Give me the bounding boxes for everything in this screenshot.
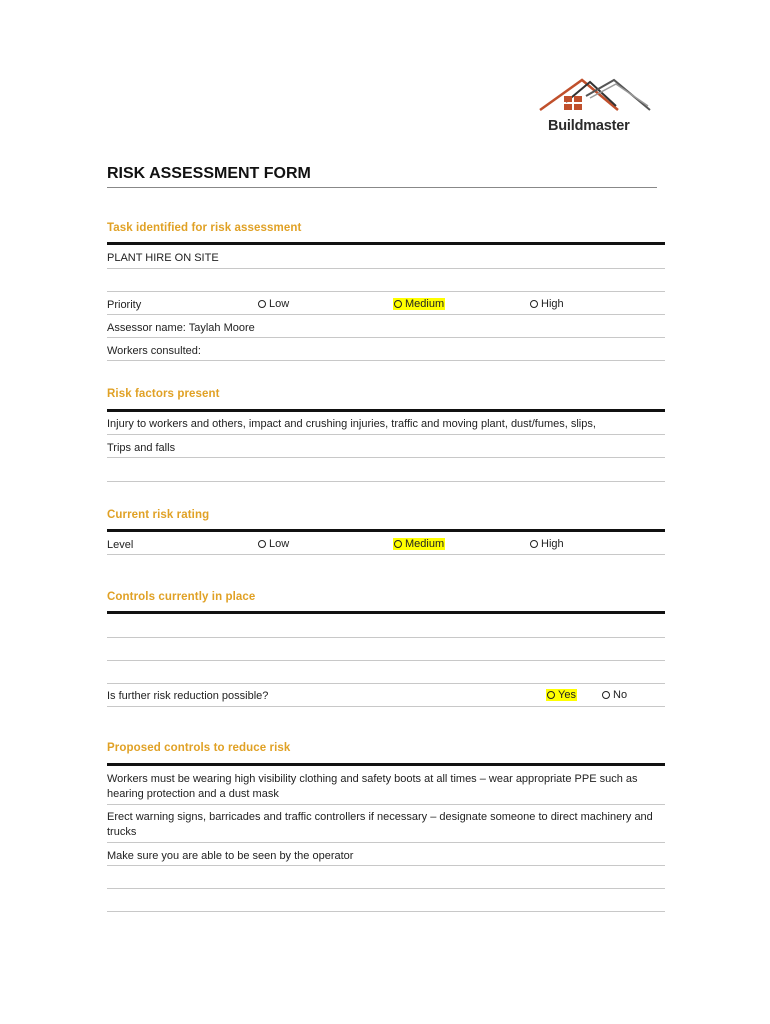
section-rule [107, 529, 665, 532]
section-heading-controls: Controls currently in place [107, 591, 256, 603]
row-divider [107, 683, 665, 684]
priority-option-high[interactable]: High [530, 298, 564, 310]
row-divider [107, 434, 665, 435]
logo-brand-text: Buildmaster [548, 118, 630, 134]
row-divider [107, 911, 665, 912]
row-divider [107, 457, 665, 458]
risk-reduction-question: Is further risk reduction possible? [107, 690, 269, 702]
section-rule [107, 763, 665, 766]
house-roof-icon [538, 76, 654, 120]
row-divider [107, 865, 665, 866]
row-divider [107, 291, 665, 292]
section-rule [107, 409, 665, 412]
rating-option-medium[interactable]: Medium [393, 538, 445, 550]
section-heading-proposed-controls: Proposed controls to reduce risk [107, 742, 291, 754]
row-divider [107, 706, 665, 707]
row-divider [107, 314, 665, 315]
row-divider [107, 268, 665, 269]
row-divider [107, 660, 665, 661]
radio-circle-icon [530, 540, 538, 548]
risk-factor-line[interactable]: Trips and falls [107, 442, 176, 454]
section-heading-risk-factors: Risk factors present [107, 388, 220, 400]
page-title: RISK ASSESSMENT FORM [107, 165, 311, 182]
priority-option-medium[interactable]: Medium [393, 298, 445, 310]
proposed-control-item[interactable]: Erect warning signs, barricades and traffic controllers if necessary – designate someone to direct machinery and trucks [107, 811, 653, 838]
priority-option-low[interactable]: Low [258, 298, 289, 310]
assessor-name-field[interactable]: Assessor name: Taylah Moore [107, 322, 255, 334]
proposed-control-item[interactable]: Workers must be wearing high visibility clothing and safety boots at all times – wear appropriate PPE such as hearing protection and a dust mask [107, 773, 638, 800]
radio-circle-icon [547, 691, 555, 699]
company-logo [538, 76, 654, 138]
row-divider [107, 888, 665, 889]
rating-option-low[interactable]: Low [258, 538, 289, 550]
radio-circle-icon [258, 300, 266, 308]
row-divider [107, 842, 665, 843]
radio-circle-icon [394, 540, 402, 548]
level-label: Level [107, 539, 134, 551]
reduction-option-no[interactable]: No [602, 689, 627, 701]
row-divider [107, 337, 665, 338]
section-heading-task: Task identified for risk assessment [107, 222, 302, 234]
row-divider [107, 637, 665, 638]
priority-label: Priority [107, 299, 142, 311]
risk-factor-line[interactable]: Injury to workers and others, impact and crushing injuries, traffic and moving plant, dust/fumes, slips, [107, 418, 596, 430]
task-value-field[interactable]: PLANT HIRE ON SITE [107, 252, 219, 264]
radio-circle-icon [394, 300, 402, 308]
row-divider [107, 481, 665, 482]
row-divider [107, 554, 665, 555]
proposed-control-item[interactable]: Make sure you are able to be seen by the operator [107, 850, 354, 862]
section-rule [107, 242, 665, 245]
reduction-option-yes[interactable]: Yes [546, 689, 577, 701]
row-divider [107, 804, 665, 805]
row-divider [107, 360, 665, 361]
workers-consulted-field[interactable]: Workers consulted: [107, 345, 201, 357]
section-rule [107, 611, 665, 614]
radio-circle-icon [602, 691, 610, 699]
title-divider [107, 187, 657, 188]
radio-circle-icon [258, 540, 266, 548]
rating-option-high[interactable]: High [530, 538, 564, 550]
section-heading-risk-rating: Current risk rating [107, 509, 210, 521]
radio-circle-icon [530, 300, 538, 308]
